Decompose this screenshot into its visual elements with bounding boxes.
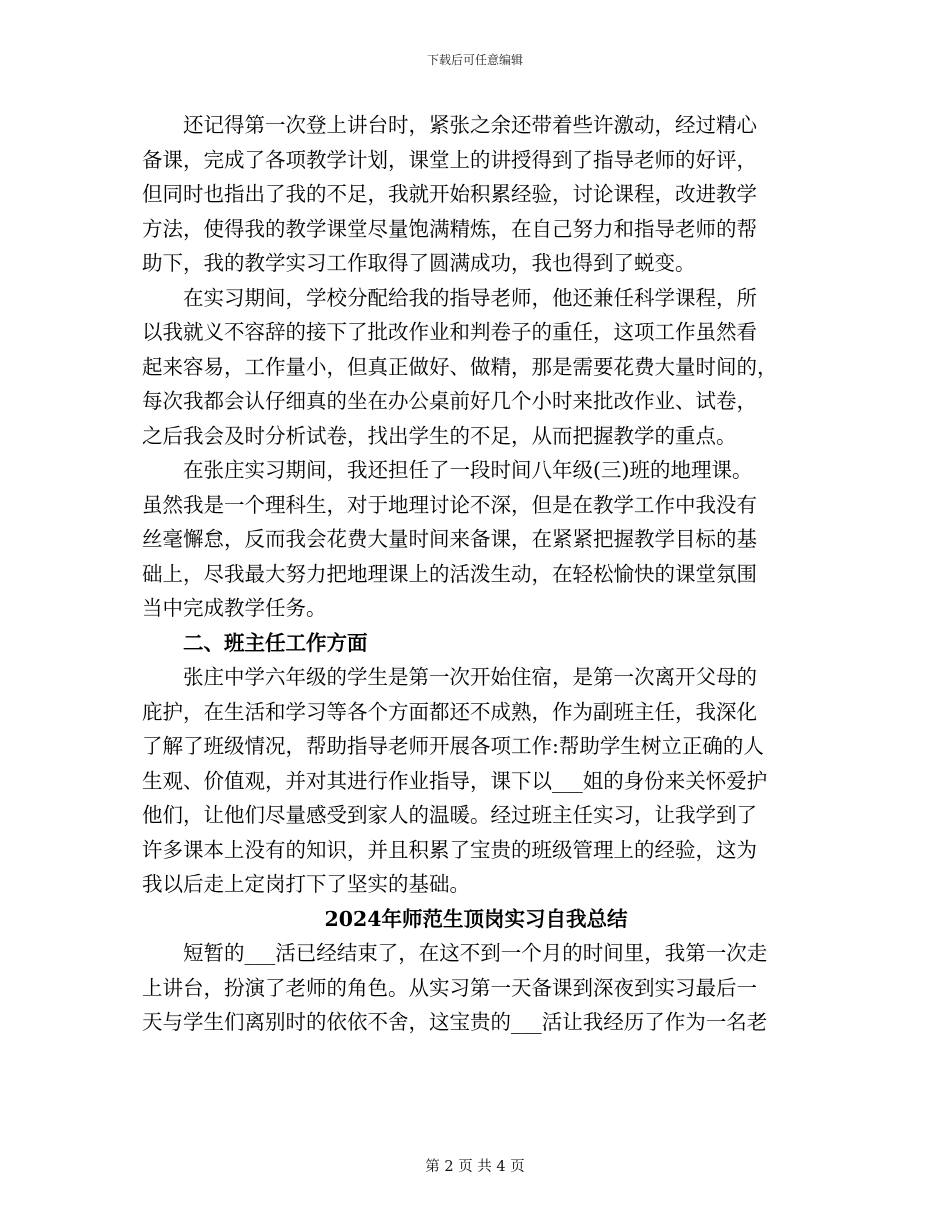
paragraph-grading-work [142, 281, 810, 454]
text-line: 以我就义不容辞的接下了批改作业和判卷子的重任，这项工作虽然看 [142, 320, 757, 344]
text-line: 短暂的___活已经结束了，在这不到一个月的时间里，我第一次走 [183, 941, 768, 965]
text-line: 生观、价值观，并对其进行作业指导，课下以___姐的身份来关怀爱护 [142, 768, 768, 793]
text-line: 备课，完成了各项教学计划，课堂上的讲授得到了指导老师的好评， [142, 147, 757, 172]
text-line: 但同时也指出了我的不足，我就开始积累经验，讨论课程，改进教学 [142, 182, 757, 206]
text-line: 了解了班级情况，帮助指导老师开展各项工作:帮助学生树立正确的人 [142, 734, 764, 758]
text-line: 助下，我的教学实习工作取得了圆满成功，我也得到了蜕变。 [142, 251, 696, 275]
text-line: 我以后走上定岗打下了坚实的基础。 [142, 872, 470, 896]
text-line: 之后我会及时分析试卷，找出学生的不足，从而把握教学的重点。 [142, 423, 737, 448]
text-line: 丝毫懈怠，反而我会花费大量时间来备课，在紧紧把握教学目标的基 [142, 527, 757, 551]
document-title: 2024年师范生顶岗实习自我总结 [324, 906, 628, 931]
text-line: 庇护，在生活和学习等各个方面都还不成熟，作为副班主任，我深化 [142, 699, 757, 724]
text-line: 天与学生们离别时的依依不舍，这宝贵的___活让我经历了作为一名老 [142, 1010, 768, 1034]
text-line: 每次我都会认仔细真的坐在办公桌前好几个小时来批改作业、试卷， [142, 389, 757, 413]
text-line: 当中完成教学任务。 [142, 596, 327, 620]
text-line: 还记得第一次登上讲台时，紧张之余还带着些许激动，经过精心 [183, 113, 757, 137]
paragraph-internship-summary [142, 936, 810, 1040]
paragraph-teaching-experience [142, 108, 810, 281]
text-line: 他们，让他们尽量感受到家人的温暖。经过班主任实习，让我学到了 [142, 803, 757, 827]
paragraph-class-teacher-work [142, 660, 810, 902]
text-line: 许多课本上没有的知识，并且积累了宝贵的班级管理上的经验，这为 [142, 837, 757, 862]
page-number-indicator: 第 2 页 共 4 页 [425, 1159, 525, 1175]
text-line: 张庄中学六年级的学生是第一次开始住宿，是第一次离开父母的 [183, 665, 757, 689]
page-header-note: 下载后可任意编辑 [426, 53, 523, 67]
text-line: 在张庄实习期间，我还担任了一段时间八年级(三)班的地理课。 [183, 458, 753, 482]
text-line: 方法，使得我的教学课堂尽量饱满精炼，在自己努力和指导老师的帮 [142, 216, 757, 241]
paragraph-geography-class [142, 453, 810, 626]
text-line: 在实习期间，学校分配给我的指导老师，他还兼任科学课程，所 [183, 285, 757, 310]
text-line: 础上，尽我最大努力把地理课上的活泼生动，在轻松愉快的课堂氛围 [142, 561, 757, 586]
section-heading-class-teacher: 二、班主任工作方面 [183, 630, 368, 655]
text-line: 起来容易，工作量小，但真正做好、做精，那是需要花费大量时间的， [142, 354, 778, 379]
document-body [142, 108, 810, 1040]
text-line: 虽然我是一个理科生，对于地理讨论不深，但是在教学工作中我没有 [142, 492, 757, 517]
text-line: 上讲台，扮演了老师的角色。从实习第一天备课到深夜到实习最后一 [142, 975, 757, 1000]
